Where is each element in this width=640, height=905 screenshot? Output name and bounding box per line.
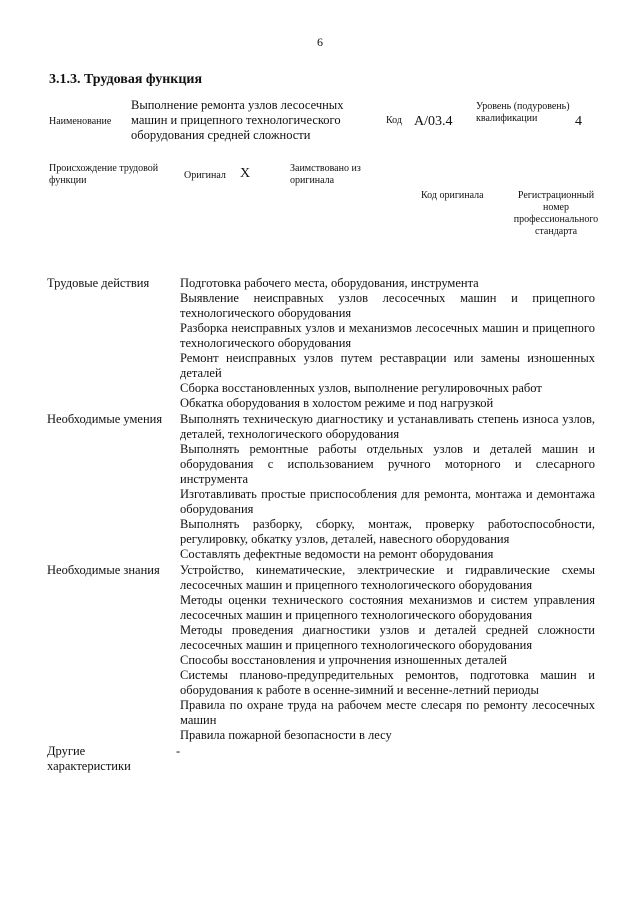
list-item: Выполнять разборку, сборку, монтаж, проверку работоспособности, регулировку, обкатку узлов, деталей, навесного оборудования (180, 517, 595, 546)
list-item: Сборка восстановленных узлов, выполнение регулировочных работ (180, 381, 542, 395)
qualification-level-value: 4 (575, 114, 582, 129)
required-skills-label: Необходимые умения (47, 412, 163, 426)
list-item: Выполнять техническую диагностику и устанавливать степень износа узлов, деталей, технологического оборудования (180, 412, 595, 441)
list-item: - (176, 744, 181, 758)
required-knowledge-list (180, 563, 595, 743)
list-item: Составлять дефектные ведомости на ремонт оборудования (180, 547, 494, 561)
other-characteristics-list (176, 744, 591, 759)
labor-actions-label: Трудовые действия (47, 276, 150, 290)
list-item: Выявление неисправных узлов лесосечных машин и прицепного технологического оборудования (180, 291, 595, 320)
origin-label: Происхождение трудовой функции (49, 163, 159, 186)
qualification-level-label: Уровень (подуровень) квалификации (476, 101, 570, 124)
list-item: Изготавливать простые приспособления для ремонта, монтажа и демонтажа оборудования (180, 487, 595, 516)
list-item: Обкатка оборудования в холостом режиме и под нагрузкой (180, 396, 494, 410)
list-item: Ремонт неисправных узлов путем реставрации или замены изношенных деталей (180, 351, 595, 380)
borrowed-label: Заимствовано из оригинала (290, 163, 361, 186)
code-label: Код (386, 115, 402, 126)
list-item: Разборка неисправных узлов и механизмов лесосечных машин и прицепного технологического оборудования (180, 321, 595, 350)
page-number: 6 (317, 35, 323, 49)
labor-actions-list (180, 276, 595, 411)
original-label: Оригинал (184, 170, 226, 181)
list-item: Устройство, кинематические, электрические и гидравлические схемы лесосечных машин и прицепного технологического оборудования (180, 563, 595, 592)
required-knowledge-label: Необходимые знания (47, 563, 160, 577)
original-mark: X (240, 166, 251, 181)
list-item: Подготовка рабочего места, оборудования, инструмента (180, 276, 479, 290)
section-title: 3.1.3. Трудовая функция (49, 72, 203, 87)
required-skills-list (180, 412, 595, 562)
original-code-label: Код оригинала (421, 190, 484, 201)
list-item: Выполнять ремонтные работы отдельных узлов и деталей машин и оборудования с использованием ручного моторного и слесарного инструмента (180, 442, 595, 486)
name-label: Наименование (49, 116, 112, 127)
list-item: Системы планово-предупредительных ремонтов, подготовка машин и оборудования к работе в осенне-зимний и весенне-летний периоды (180, 668, 595, 697)
code-value: А/03.4 (414, 114, 453, 129)
registration-number-label: Регистрационный номер профессионального стандарта (513, 190, 599, 237)
function-title: Выполнение ремонта узлов лесосечных машин и прицепного технологического оборудования средней сложности (131, 98, 344, 142)
list-item: Методы оценки технического состояния механизмов и систем управления лесосечных машин и прицепного технологического оборудования (180, 593, 595, 622)
list-item: Правила по охране труда на рабочем месте слесаря по ремонту лесосечных машин (180, 698, 595, 727)
other-characteristics-label: Другие характеристики (47, 744, 131, 773)
list-item: Методы проведения диагностики узлов и деталей средней сложности лесосечных машин и прицепного технологического оборудования (180, 623, 595, 652)
list-item: Способы восстановления и упрочнения изношенных деталей (180, 653, 507, 667)
list-item: Правила пожарной безопасности в лесу (180, 728, 392, 742)
